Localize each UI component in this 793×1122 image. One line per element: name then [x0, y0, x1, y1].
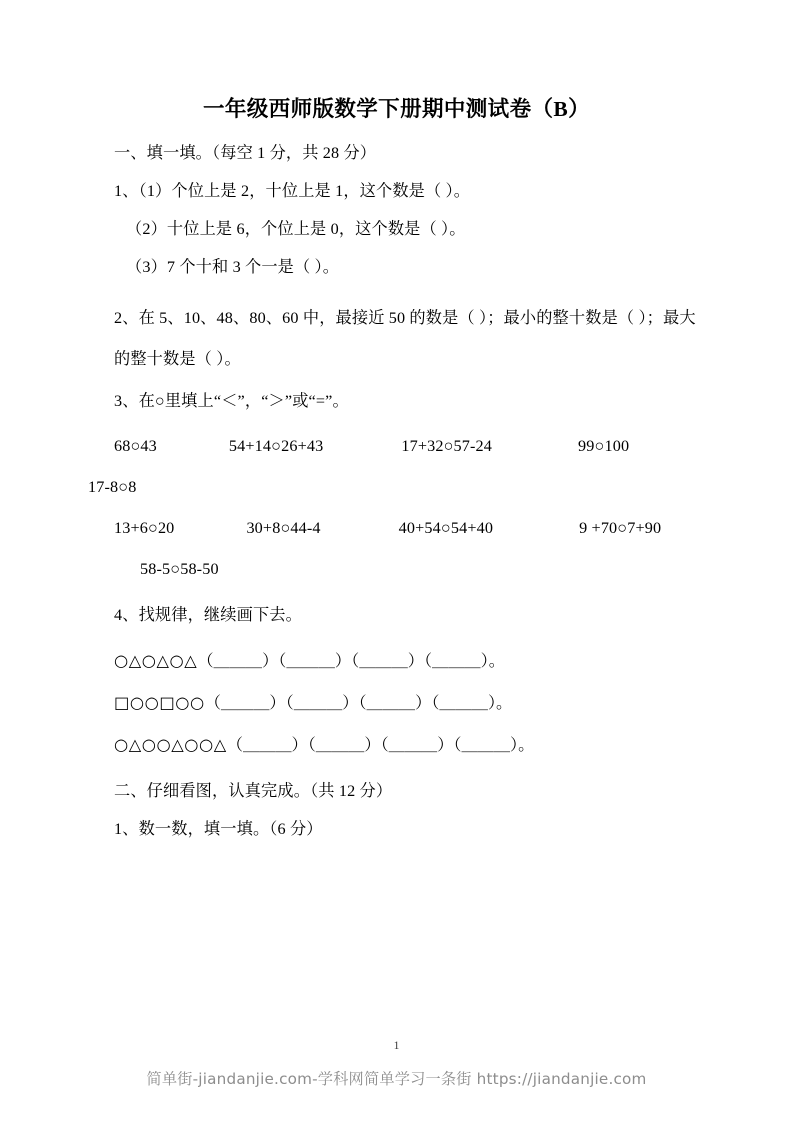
spacer [88, 237, 705, 259]
comparison-expression: 13+6○20 [114, 518, 175, 537]
pattern-shapes: ○△○△○△ [114, 651, 198, 671]
comparison-row-1 [88, 426, 705, 508]
comparison-expression: 40+54○54+40 [398, 518, 494, 537]
comparison-expression: 58-5○58-50 [140, 559, 219, 578]
question-1-item-3: （3）7 个十和 3 个一是（ ）。 [126, 258, 340, 277]
section-one-heading: 一、填一填。（每空 1 分，共 28 分） [114, 143, 377, 162]
spacer [88, 766, 705, 783]
page-title: 一年级西师版数学下册期中测试卷（B） [202, 97, 591, 121]
pattern-blanks: （＿＿＿）（＿＿＿）（＿＿＿）（＿＿＿） [204, 693, 497, 713]
spacer [88, 123, 705, 145]
spacer [88, 199, 705, 221]
spacer [88, 590, 705, 607]
spacer [88, 799, 705, 821]
question-4-instruction: 4、找规律，继续画下去。 [114, 605, 302, 624]
spacer [88, 276, 705, 298]
pattern-blanks: （＿＿＿）（＿＿＿）（＿＿＿）（＿＿＿） [226, 735, 519, 755]
spacer [88, 161, 705, 183]
comparison-expression: 17-8○8 [88, 477, 137, 496]
comparison-expression: 30+8○44-4 [246, 518, 321, 537]
pattern-period: 。 [496, 694, 513, 713]
watermark-text: 简单街-jiandanjie.com-学科网简单学习一条街 https://jiandanjie.com [146, 1070, 647, 1088]
pattern-period: 。 [518, 736, 535, 755]
comparison-expression: 99○100 [578, 436, 630, 455]
comparison-expression: 9 +70○7+90 [579, 518, 662, 537]
comparison-expression: 17+32○57-24 [401, 436, 493, 455]
question-2: 2、在 5、10、48、80、60 中，最接近 50 的数是（ ）；最小的整十数是（ ）；最大的整十数是（ ）。 [114, 308, 696, 368]
pattern-period: 。 [488, 652, 506, 671]
pattern-row-1 [88, 640, 705, 682]
section-two-heading: 二、仔细看图，认真完成。（共 12 分） [114, 782, 393, 801]
section-two-question-1: 1、数一数，填一填。（6 分） [114, 820, 323, 839]
page-number: 1 [393, 1040, 400, 1052]
spacer [88, 623, 705, 640]
spacer [88, 380, 705, 393]
pattern-blanks: （＿＿＿）（＿＿＿）（＿＿＿）（＿＿＿） [197, 651, 489, 671]
pattern-shapes: ○△○○△○○△ [114, 735, 227, 755]
spacer [88, 409, 705, 426]
pattern-row-3 [88, 724, 705, 766]
question-3-instruction: 3、在○里填上“＜”，“＞”或“=”。 [114, 391, 349, 410]
comparison-expression: 54+14○26+43 [228, 436, 324, 455]
pattern-shapes: □○○□○○ [114, 693, 205, 713]
question-1-item-1: 1、（1）个位上是 2，十位上是 1，这个数是（ ）。 [114, 182, 471, 201]
pattern-row-2 [88, 682, 705, 724]
question-1-item-2: （2）十位上是 6，个位上是 0，这个数是（ ）。 [126, 220, 466, 239]
comparison-expression: 68○43 [114, 436, 157, 455]
comparison-row-2 [88, 508, 705, 590]
